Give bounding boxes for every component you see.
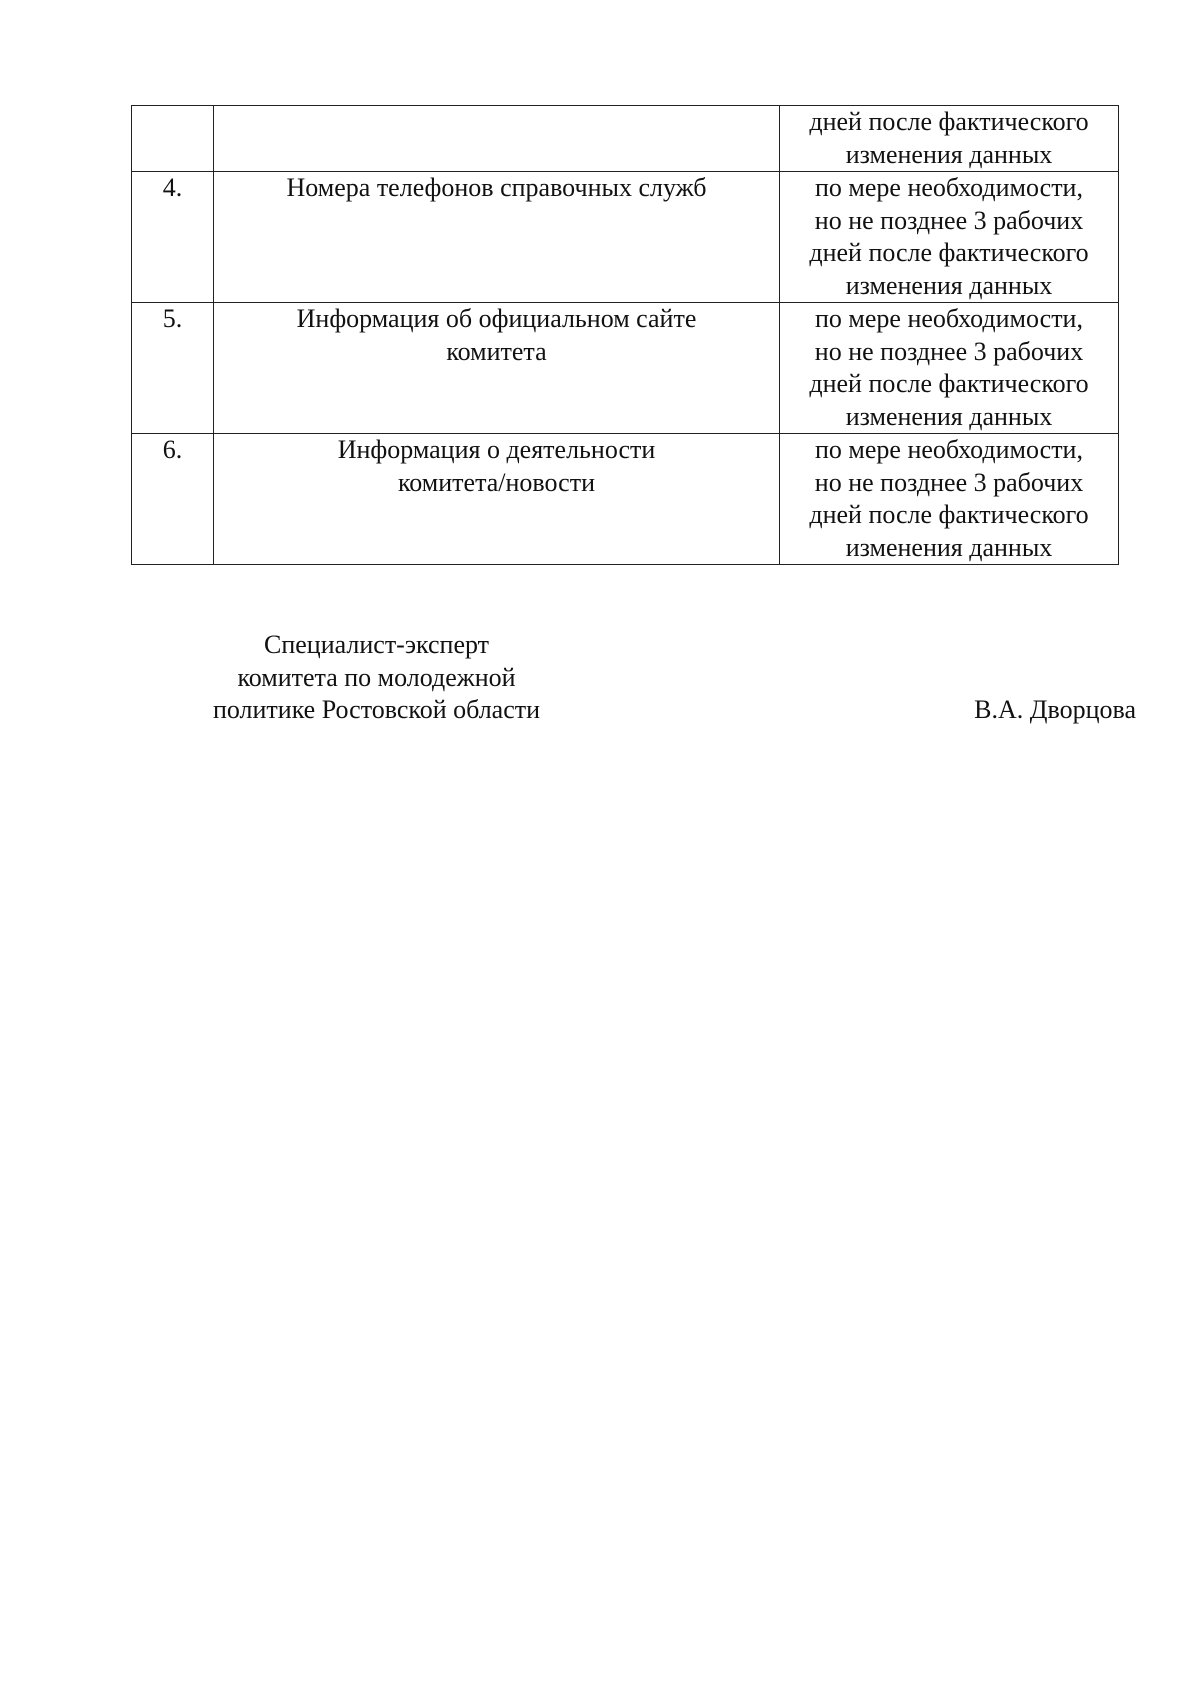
publication-schedule-table xyxy=(131,105,1119,565)
info-name: Информация об официальном сайте комитета xyxy=(296,304,697,366)
row-number-cell xyxy=(132,106,214,172)
update-term: по мере необходимости, но не позднее 3 рабочих дней после фактического изменения данных xyxy=(809,173,1089,300)
info-name-cell xyxy=(214,172,780,303)
info-name-cell xyxy=(214,434,780,565)
row-number: 4. xyxy=(162,173,183,202)
update-term: по мере необходимости, но не позднее 3 рабочих дней после фактического изменения данных xyxy=(809,304,1089,431)
update-term: по мере необходимости, но не позднее 3 рабочих дней после фактического изменения данных xyxy=(809,435,1089,562)
row-number: 6. xyxy=(162,435,183,464)
row-number: 5. xyxy=(162,304,183,333)
signer-position: Специалист-эксперт комитета по молодежной политике Ростовской области xyxy=(212,630,541,724)
info-name: Номера телефонов справочных служб xyxy=(286,173,707,202)
table-row xyxy=(132,106,1119,172)
info-name-cell xyxy=(214,106,780,172)
update-term-cell xyxy=(780,434,1119,565)
signer-name: В.А. Дворцова xyxy=(974,695,1136,724)
table-row xyxy=(132,172,1119,303)
table-row xyxy=(132,434,1119,565)
row-number-cell xyxy=(132,303,214,434)
update-term-cell xyxy=(780,172,1119,303)
row-number-cell xyxy=(132,434,214,565)
row-number-cell xyxy=(132,172,214,303)
info-name-cell xyxy=(214,303,780,434)
update-term-cell xyxy=(780,106,1119,172)
update-term: дней после фактического изменения данных xyxy=(809,107,1089,169)
update-term-cell xyxy=(780,303,1119,434)
info-name: Информация о деятельности комитета/новости xyxy=(337,435,656,497)
table-row xyxy=(132,303,1119,434)
